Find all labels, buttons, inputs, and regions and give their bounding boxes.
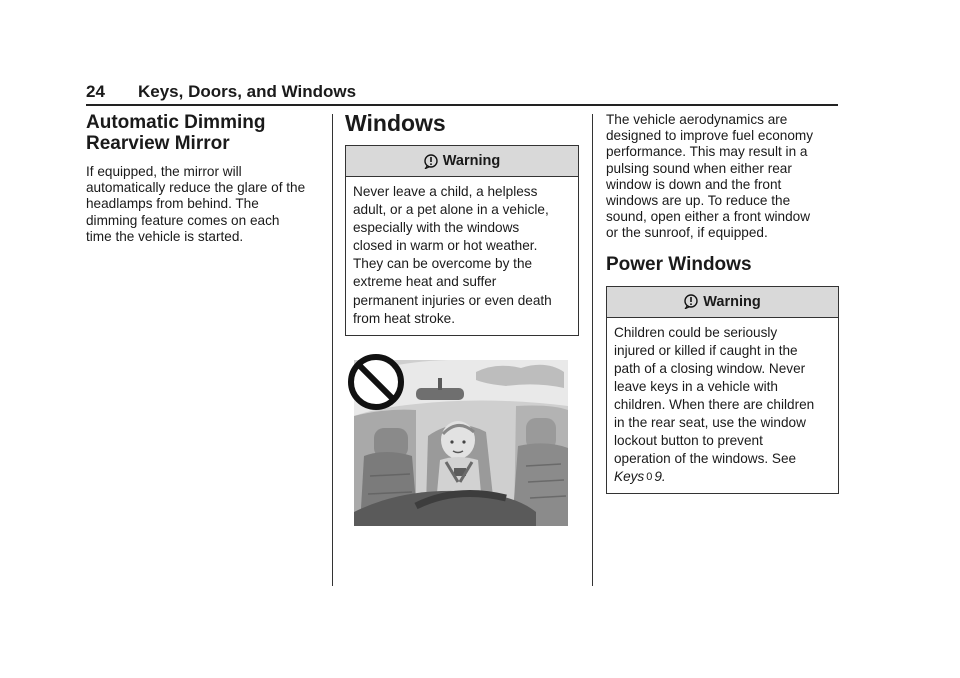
text-line: performance. This may result in a (606, 144, 808, 160)
page-ref-icon: 0 (646, 471, 653, 484)
warning-box-windows (345, 145, 579, 336)
text-line: Children could be seriously (614, 324, 778, 340)
keys-reference-page: 9. (654, 469, 666, 485)
text-line: time the vehicle is started. (86, 228, 244, 244)
column-windows (345, 110, 579, 336)
page-header (86, 82, 838, 104)
warning-icon (684, 294, 698, 309)
column-divider-left (332, 114, 333, 586)
section-title: Keys, Doors, and Windows (138, 82, 357, 101)
mirror-paragraph (86, 164, 322, 245)
text-line: permanent injuries or even death (353, 292, 552, 308)
warning-label: Warning (442, 153, 501, 169)
text-line: window is down and the front (606, 176, 782, 192)
text-line: injured or killed if caught in the (614, 342, 798, 358)
warning-header (607, 287, 838, 318)
warning-icon (424, 154, 438, 169)
column-divider-right (592, 114, 593, 586)
warning-header (346, 146, 578, 177)
heading-power-windows: Power Windows (606, 253, 752, 275)
keys-reference-link[interactable]: Keys (614, 469, 645, 485)
text-line: pulsing sound when either rear (606, 160, 792, 176)
text-line: path of a closing window. Never (614, 360, 806, 376)
text-line: designed to improve fuel economy (606, 128, 814, 144)
warning-box-power-windows (606, 286, 839, 495)
heading-line-1: Automatic Dimming (86, 112, 266, 133)
prohibition-icon (351, 357, 401, 407)
heading-auto-dimming (86, 112, 322, 154)
text-line: operation of the windows. See (614, 451, 797, 467)
text-line: from heat stroke. (353, 310, 455, 326)
header-rule (86, 104, 838, 106)
heading-line-2: Rearview Mirror (86, 133, 230, 154)
text-line: in the rear seat, use the window (614, 415, 806, 431)
text-line: They can be overcome by the (353, 256, 533, 272)
text-line: leave keys in a vehicle with (614, 378, 778, 394)
text-line: children. When there are children (614, 397, 815, 412)
text-line: adult, or a pet alone in a vehicle, (353, 202, 549, 218)
text-line: headlamps from behind. The (86, 196, 259, 212)
text-line: The vehicle aerodynamics are (606, 112, 788, 127)
text-line: closed in warm or hot weather. (353, 238, 538, 254)
column-power-windows (606, 112, 839, 494)
aerodynamics-paragraph (606, 112, 839, 242)
warning-text (607, 318, 838, 494)
text-line: sound, open either a front window (606, 209, 811, 225)
text-line: especially with the windows (353, 220, 520, 236)
text-line: lockout button to prevent (614, 433, 763, 449)
text-line: extreme heat and suffer (353, 274, 497, 290)
warning-label: Warning (703, 293, 761, 310)
text-line: Never leave a child, a helpless (353, 184, 538, 199)
column-mirror (86, 112, 322, 245)
heading-windows: Windows (345, 110, 446, 136)
child-in-car-illustration (346, 336, 568, 526)
warning-text (346, 177, 578, 335)
text-line: windows are up. To reduce the (606, 193, 791, 209)
text-line: dimming feature comes on each (86, 212, 280, 228)
text-line: automatically reduce the glare of the (86, 180, 306, 196)
text-line: If equipped, the mirror will (86, 164, 242, 179)
page-number: 24 (86, 82, 105, 101)
text-line: or the sunroof, if equipped. (606, 225, 768, 241)
